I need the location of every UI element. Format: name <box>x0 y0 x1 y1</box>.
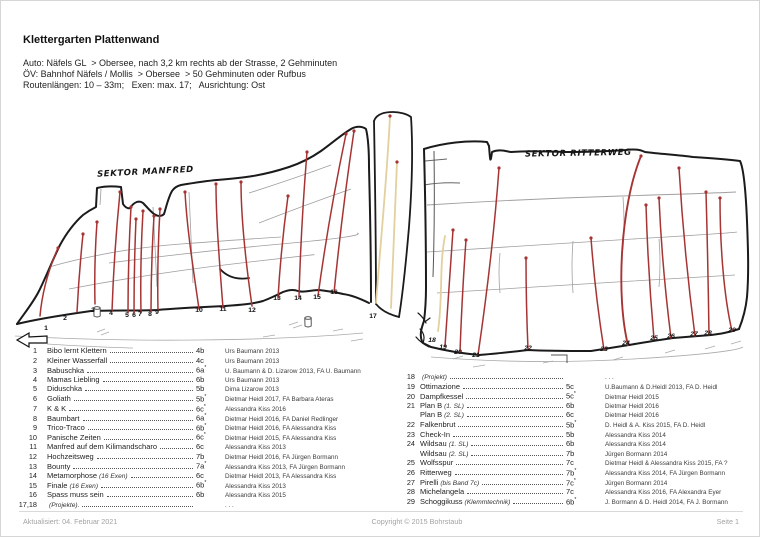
route-grade: 6b <box>196 374 205 384</box>
route-number-label: 16 <box>330 289 338 296</box>
route-first-ascent: U. Baumann & D. Lizarow 2013, FA U. Baumann <box>225 367 361 375</box>
route-first-ascent: Alessandra Kiss 2016, FA Alexandra Eyer <box>605 489 722 497</box>
route-first-ascent: Dietmar Heidl 2016 <box>605 412 659 420</box>
route-number-label: 19 <box>439 344 447 351</box>
route-line <box>526 258 528 349</box>
dot-leader <box>450 371 563 379</box>
route-lines <box>445 156 732 355</box>
route-line <box>278 196 288 298</box>
route-number: 2 <box>32 355 37 365</box>
dot-leader <box>455 467 563 475</box>
route-number-label: 3 <box>91 307 95 314</box>
route-line <box>77 234 83 312</box>
route-grade: 5b <box>566 429 575 439</box>
route-grade: 7a* <box>196 461 207 471</box>
route-name: Plan B <box>420 400 443 410</box>
page-header <box>23 34 337 91</box>
grade-star: * <box>574 419 577 426</box>
route-first-ascent: . . . <box>605 374 614 381</box>
route-line <box>151 216 154 312</box>
grade-star: * <box>204 461 207 468</box>
dot-leader <box>85 383 193 391</box>
route-number: 7 <box>32 404 37 414</box>
route-line <box>216 184 223 308</box>
route-line <box>591 238 604 350</box>
dot-leader <box>104 432 193 440</box>
route-name: Kleiner Wasserfall <box>47 355 108 365</box>
route-number-label: 15 <box>313 294 321 301</box>
route-number-label: 27 <box>690 331 698 338</box>
route-number: 10 <box>28 432 37 442</box>
dot-leader <box>467 409 563 417</box>
route-line <box>646 205 654 339</box>
route-grade: 5c <box>566 381 574 391</box>
route-name: Bibo lernt Klettern <box>47 346 107 355</box>
route-name: Finale <box>47 480 68 490</box>
route-number-label: 29 <box>728 327 736 334</box>
footer-page-number: Seite 1 <box>716 517 739 526</box>
dot-leader <box>101 480 193 488</box>
route-first-ascent: Dietmar Heidl 2017, FA Barbara Ateras <box>225 396 334 404</box>
route-first-ascent: Alessandra Kiss 2014 <box>605 441 666 449</box>
dot-leader <box>513 496 563 504</box>
route-number-label: 17 <box>369 313 377 320</box>
route-first-ascent: Urs Baumann 2013 <box>225 376 280 384</box>
route-first-ascent: Dietmar Heidl & Alessandra Kiss 2015, FA ? <box>605 460 728 468</box>
route-number: 21 <box>406 400 415 410</box>
route-row <box>393 371 755 381</box>
sector-label-ritterweg: SEKTOR RITTERWEG <box>524 147 632 160</box>
pillar-outline <box>374 112 412 317</box>
route-number-label: 13 <box>273 295 281 302</box>
route-first-ascent: . . . <box>225 501 234 509</box>
dot-leader <box>74 393 193 401</box>
route-number: 8 <box>32 413 37 423</box>
route-line <box>185 192 199 309</box>
route-number: 12 <box>28 451 37 461</box>
route-note: (2. SL) <box>444 412 464 420</box>
crack-lines <box>424 151 737 293</box>
route-grade: 7c* <box>566 477 576 488</box>
dot-leader <box>87 365 193 373</box>
route-number-label: 11 <box>219 306 227 313</box>
route-name: K & K <box>47 404 67 414</box>
info-line-routen: Routenlängen: 10 – 33m; Exen: max. 17; Ausrichtung: Ost <box>23 80 266 90</box>
route-line <box>720 198 732 331</box>
route-line <box>299 152 307 297</box>
dot-leader <box>458 419 563 427</box>
route-number: 6 <box>32 394 37 404</box>
route-number: 16 <box>28 489 37 499</box>
dot-leader <box>107 489 193 497</box>
grade-star: * <box>204 365 207 372</box>
footer-updated: Aktualisiert: 04. Februar 2021 <box>23 517 118 526</box>
route-note: (2. SL) <box>448 450 469 458</box>
route-note: (16 Exen) <box>99 472 128 480</box>
route-first-ascent: Dietmar Heidl 2016, FA Jürgen Bormann <box>225 453 339 461</box>
route-first-ascent: Alessandra Kiss 2013 <box>225 482 286 490</box>
route-first-ascent: Dietmar Heidl 2016 <box>605 402 659 410</box>
route-name: Panische Zeiten <box>47 432 101 442</box>
dot-leader <box>466 391 563 399</box>
route-number: 9 <box>32 423 37 433</box>
route-line <box>706 192 709 335</box>
route-first-ascent: Alessandra Kiss 2013, FA Jürgen Bormann <box>225 463 346 471</box>
route-grade: 6c <box>196 441 204 451</box>
route-name: Metamorphose <box>47 470 98 480</box>
route-name: Ottimazione <box>420 381 461 391</box>
grade-star: * <box>574 496 577 503</box>
dot-leader <box>110 355 193 363</box>
route-number-label: 20 <box>454 349 462 356</box>
route-number-label: 23 <box>600 346 608 353</box>
route-row <box>15 393 387 403</box>
route-name: Wolfsspur <box>420 458 454 468</box>
route-number: 27 <box>406 478 415 488</box>
route-number-label: 4 <box>109 310 113 317</box>
route-note: (16 Exen) <box>69 482 99 490</box>
route-grade: 6a* <box>196 365 207 375</box>
route-name: Pirelli <box>420 478 439 488</box>
route-first-ascent: Dietmar Heidl 2016, FA Daniel Redlinger <box>225 415 339 423</box>
route-numbers <box>44 289 377 332</box>
route-note: (1. SL) <box>448 441 469 449</box>
page-title: Klettergarten Plattenwand <box>23 34 160 46</box>
route-number: 29 <box>406 497 415 507</box>
route-name: Schoggikuss <box>420 497 463 507</box>
route-line <box>679 168 695 336</box>
route-number: 3 <box>32 365 37 375</box>
route-first-ascent: Alessandra Kiss 2015 <box>225 491 286 499</box>
route-number: 13 <box>28 461 37 471</box>
grade-star: * <box>204 393 207 400</box>
route-note: (bis Band 7c) <box>440 480 480 488</box>
route-number-label: 12 <box>248 307 256 314</box>
route-name: Goliath <box>47 394 71 404</box>
route-line-tan <box>438 236 445 331</box>
route-note: (1. SL) <box>444 402 464 410</box>
route-row <box>393 400 755 410</box>
route-line <box>134 219 136 313</box>
route-name: Bounty <box>47 461 71 471</box>
dot-leader <box>97 451 193 459</box>
grade-star: * <box>204 480 207 487</box>
route-number: 1 <box>32 346 37 355</box>
route-number: 20 <box>406 391 415 401</box>
route-note: (Projekt) <box>422 374 447 381</box>
route-grade: 5b <box>196 384 205 394</box>
route-number: 22 <box>406 420 415 430</box>
route-line <box>621 156 641 345</box>
route-number-label: 1 <box>44 325 48 332</box>
route-name-grade <box>47 499 211 511</box>
dot-leader <box>453 429 563 437</box>
route-number: 18 <box>406 372 415 381</box>
route-line <box>478 168 499 355</box>
grade-star: * <box>574 467 577 474</box>
route-grade: 6c* <box>196 403 206 414</box>
route-row <box>15 470 387 480</box>
route-grade: 6a* <box>196 413 207 423</box>
route-grade: 4c <box>196 355 204 365</box>
dot-leader <box>471 438 563 446</box>
route-number: 5 <box>32 384 37 394</box>
dot-leader <box>463 381 563 389</box>
route-first-ascent: Dietmar Heidl 2016, FA Alessandra Kiss <box>225 425 337 433</box>
route-name: Wildsau <box>420 439 447 449</box>
route-number-label: 5 <box>125 312 129 319</box>
route-name-grade <box>420 496 581 508</box>
info-line-oev: ÖV: Bahnhof Näfels / Mollis > Obersee > 50 Gehminuten oder Rufbus <box>23 69 306 79</box>
route-line <box>141 211 143 313</box>
route-row <box>15 499 387 509</box>
route-number: 11 <box>29 441 37 451</box>
route-name: Check-In <box>420 429 451 439</box>
route-number: 23 <box>406 429 415 439</box>
grade-star: * <box>203 432 206 439</box>
route-row <box>15 489 387 499</box>
route-number: 14 <box>28 470 37 480</box>
route-number-label: 21 <box>472 352 480 359</box>
info-line-auto: Auto: Näfels GL > Obersee, nach 3,2 km rechts ab der Strasse, 2 Gehminuten <box>23 58 338 68</box>
route-number-label: 2 <box>63 315 67 322</box>
route-number-label: 18 <box>428 337 436 344</box>
route-number-label: 6 <box>132 312 136 319</box>
route-first-ascent: Alessandra Kiss 2014 <box>605 431 666 439</box>
footer-copyright: Copyright © 2015 Bohrstaub <box>371 517 463 526</box>
route-grade: 6b <box>196 489 205 499</box>
dot-leader <box>482 477 563 485</box>
route-first-ascent: Dietmar Heidl 2015, FA Alessandra Kiss <box>225 434 337 442</box>
route-row <box>15 345 387 355</box>
route-grade: 6b* <box>196 480 207 490</box>
route-number-label: 26 <box>667 333 675 340</box>
route-list-sektor-manfred <box>15 345 387 508</box>
route-grade: 7c <box>566 487 574 497</box>
route-first-ascent: Alessandra Kiss 2013 <box>225 443 286 451</box>
topo-sektor-manfred <box>15 112 412 348</box>
dot-leader <box>456 457 563 465</box>
route-number: 19 <box>406 381 415 391</box>
route-numbers <box>428 327 736 359</box>
route-first-ascent: Alessandra Kiss 2016 <box>225 406 286 414</box>
dot-leader <box>73 461 193 469</box>
page-footer <box>23 517 739 526</box>
route-line-tan <box>376 116 397 308</box>
route-line <box>445 230 453 346</box>
route-number-label: 28 <box>704 330 712 337</box>
route-name: Michelangela <box>420 487 465 497</box>
grade-star: * <box>573 391 576 398</box>
route-name: Manfred auf dem Kilimandscharo <box>47 441 158 451</box>
route-grade: 6b <box>566 400 575 410</box>
route-first-ascent: J. Bormann & D. Heidl 2014, FA J. Bormann <box>605 499 728 507</box>
route-row <box>393 409 755 419</box>
route-row <box>15 383 387 393</box>
route-number: 25 <box>406 458 415 468</box>
route-number-label: 14 <box>294 295 302 302</box>
route-row <box>393 438 755 448</box>
route-first-ascent: Alessandra Kiss 2014, FA Jürgen Bormann <box>605 470 726 478</box>
dot-leader <box>83 413 193 421</box>
route-name: Mamas Liebling <box>47 374 100 384</box>
route-line <box>659 198 671 338</box>
route-grade: 5b* <box>196 393 207 404</box>
route-row <box>393 486 755 496</box>
route-note: (Projekte). <box>49 501 80 509</box>
topo-sektor-ritterweg <box>416 141 748 367</box>
route-grade: 6b* <box>566 496 577 507</box>
dot-leader <box>88 422 193 430</box>
route-name: Falkenbrut <box>420 420 456 430</box>
route-first-ascent: Jürgen Bormann 2014 <box>605 450 668 458</box>
route-name: Ritterweg <box>420 468 452 478</box>
route-name: Spass muss sein <box>47 489 104 499</box>
dot-leader <box>471 448 563 456</box>
dot-leader <box>131 470 193 478</box>
grade-star: * <box>203 403 206 410</box>
footer-divider <box>19 511 743 512</box>
sector-label-manfred: SEKTOR MANFRED <box>96 164 195 180</box>
route-line <box>460 240 466 352</box>
route-number: 24 <box>406 439 415 449</box>
route-lines <box>40 131 354 316</box>
route-line <box>334 131 354 293</box>
route-number-label: 22 <box>524 345 532 352</box>
dot-leader <box>69 403 193 411</box>
route-grade: 5c* <box>566 391 576 401</box>
route-list-sektor-ritterweg <box>393 371 755 505</box>
route-grade: 7b* <box>566 467 577 478</box>
route-line <box>158 209 160 311</box>
route-number-label: 9 <box>155 309 159 316</box>
route-number: 28 <box>406 487 415 497</box>
dot-leader <box>160 441 193 449</box>
route-first-ascent: Jürgen Bormann 2014 <box>605 480 668 488</box>
grade-star: * <box>204 422 207 429</box>
route-name: Plan B <box>420 410 443 420</box>
route-grade: 7b <box>196 451 205 461</box>
route-first-ascent: Urs Baumann 2013 <box>225 357 280 365</box>
route-name: Trico-Traco <box>47 423 85 433</box>
route-grade: 6c <box>566 410 574 420</box>
route-name: Dampfkessel <box>420 391 464 401</box>
route-grade: 6b <box>566 439 575 449</box>
route-grade: 6b* <box>196 422 207 433</box>
route-number-label: 8 <box>148 311 152 318</box>
route-number-label: 24 <box>622 340 630 347</box>
route-row <box>393 448 755 458</box>
route-first-ascent: D. Heidl & A. Kiss 2015, FA D. Heidl <box>605 422 706 430</box>
route-grade: 7c <box>566 458 574 468</box>
route-row <box>393 381 755 391</box>
route-name: Wildsau <box>420 448 447 458</box>
dot-leader <box>110 345 193 353</box>
route-first-ascent: U.Baumann & D.Heidl 2013, FA D. Heidl <box>605 383 718 391</box>
route-number: 4 <box>32 374 37 384</box>
route-row <box>393 457 755 467</box>
route-line <box>318 134 346 296</box>
dot-leader <box>467 486 563 494</box>
route-grade: 6c <box>196 470 204 480</box>
dot-leader <box>82 499 193 507</box>
route-grade: 5b* <box>566 419 577 430</box>
route-line <box>241 182 252 306</box>
route-row <box>15 355 387 365</box>
route-row <box>393 419 755 429</box>
route-row <box>15 412 387 422</box>
route-number-label: 25 <box>650 335 658 342</box>
route-name: Baumbart <box>47 413 80 423</box>
route-number-label: 10 <box>195 307 203 314</box>
route-number: 17,18 <box>18 499 37 509</box>
grade-star: * <box>573 477 576 484</box>
dot-leader <box>467 400 563 408</box>
route-row <box>15 451 387 461</box>
route-number: 15 <box>28 480 37 490</box>
grade-star: * <box>204 413 207 420</box>
route-grade: 4b <box>196 346 205 355</box>
route-note: (Klemmtechnik) <box>464 499 511 507</box>
route-name: Diduschka <box>47 384 83 394</box>
route-number: 26 <box>406 468 415 478</box>
route-first-ascent: Urs Baumann 2013 <box>225 348 280 355</box>
route-first-ascent: Dietmar Heidl 2013, FA Alessandra Kiss <box>225 472 337 480</box>
route-number-label: 7 <box>138 311 142 318</box>
dot-leader <box>103 374 193 382</box>
route-row <box>15 364 387 374</box>
route-line <box>95 222 97 304</box>
route-name: Babuschka <box>47 365 85 375</box>
route-first-ascent: Dietmar Heidl 2015 <box>605 393 659 401</box>
route-first-ascent: Dima Lizarow 2013 <box>225 386 279 394</box>
route-name: Hochzeitsweg <box>47 451 94 461</box>
route-grade: 6c* <box>196 432 206 442</box>
route-grade: 7b <box>566 448 575 458</box>
cave-arc <box>220 269 249 279</box>
